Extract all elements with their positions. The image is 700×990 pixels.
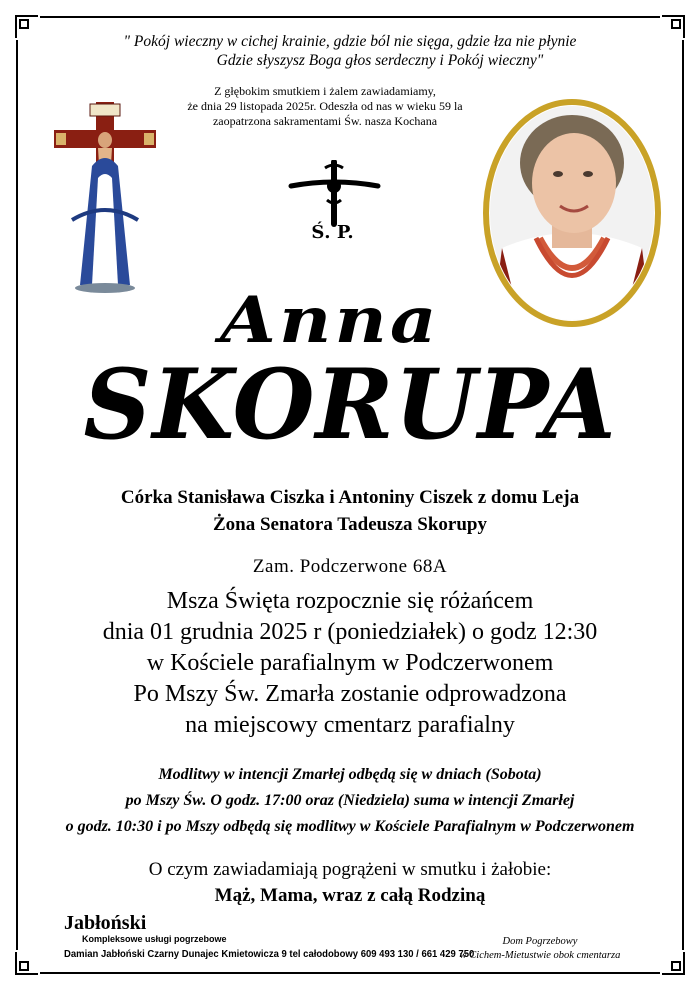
funeral-home-logo: Jabłoński	[64, 912, 147, 934]
prayer-line-1: Modlitwy w intencji Zmarłej odbędą się w dniach (Sobota)	[158, 766, 542, 783]
funeral-home-subtitle: Kompleksowe usługi pogrzebowe	[82, 934, 227, 944]
announcement-intro	[150, 84, 500, 129]
prayer-line-3: o godz. 10:30 i po Mszy odbędą się modlitwy w Kościele Parafialnym w Podczerwonem	[65, 818, 635, 835]
frame-right-line	[682, 40, 684, 950]
corner-ornament-bottom-right	[660, 950, 686, 976]
mass-line-3: w Kościele parafialnym w Podczerwonem	[146, 650, 554, 676]
sp-mark: Ś. P.	[311, 222, 354, 243]
mass-line-1: Msza Święta rozpocznie się różańcem	[166, 588, 534, 614]
funeral-home-contact: Damian Jabłoński Czarny Dunajec Kmietowicza 9 tel całodobowy 609 493 130 / 661 429 750	[64, 949, 475, 960]
deceased-first-name: Anna	[220, 283, 440, 358]
frame-left-line	[16, 40, 18, 950]
frame-bottom-line	[40, 972, 660, 974]
mass-line-2: dnia 01 grudnia 2025 r (poniedziałek) o godz 12:30	[102, 619, 598, 645]
deceased-surname: SKORUPA	[83, 348, 617, 461]
mass-line-5: na miejscowy cmentarz parafialny	[185, 712, 515, 738]
quote-line-2: Gdzie słyszysz Boga głos serdeczny i Pokój wieczny"	[216, 52, 544, 69]
prayer-line-2: po Mszy Św. O godz. 17:00 oraz (Niedziela) suma w intencji Zmarłej	[125, 792, 575, 809]
mass-line-4: Po Mszy Św. Zmarła zostanie odprowadzona	[133, 681, 567, 707]
cross-emblem-icon	[287, 160, 382, 228]
family-line-1: Córka Stanisława Ciszka i Antoniny Ciszek z domu Leja	[120, 487, 580, 508]
family-info	[40, 484, 660, 538]
corner-ornament-bottom-left	[14, 950, 40, 976]
crucifix-mary-image	[52, 100, 158, 295]
prayer-details	[20, 762, 680, 840]
intro-line-2: że dnia 29 listopada 2025r. Odeszła od nas w wieku 59 la	[187, 99, 463, 113]
frame-top-line	[40, 16, 660, 18]
funeral-home-name: Dom Pogrzebowy	[502, 936, 578, 947]
corner-ornament-top-right	[660, 14, 686, 40]
funeral-home-location: w Cichem-Mietustwie obok cmentarza	[459, 950, 621, 961]
quote-line-1: " Pokój wieczny w cichej krainie, gdzie ból nie sięga, gdzie łza nie płynie	[123, 33, 577, 50]
intro-line-1: Z głębokim smutkiem i żalem zawiadamiamy,	[214, 84, 436, 98]
mass-details	[40, 586, 660, 741]
family-line-2: Żona Senatora Tadeusza Skorupy	[213, 514, 487, 535]
intro-line-3: zaopatrzona sakramentami Św. nasza Kochana	[212, 114, 438, 128]
memorial-quote	[40, 32, 660, 70]
corner-ornament-top-left	[14, 14, 40, 40]
family-signature: Mąż, Mama, wraz z całą Rodziną	[214, 885, 486, 906]
closing-statement: O czym zawiadamiają pogrążeni w smutku i żałobie:	[148, 859, 552, 880]
residence-address: Zam. Podczerwone 68A	[252, 556, 448, 577]
